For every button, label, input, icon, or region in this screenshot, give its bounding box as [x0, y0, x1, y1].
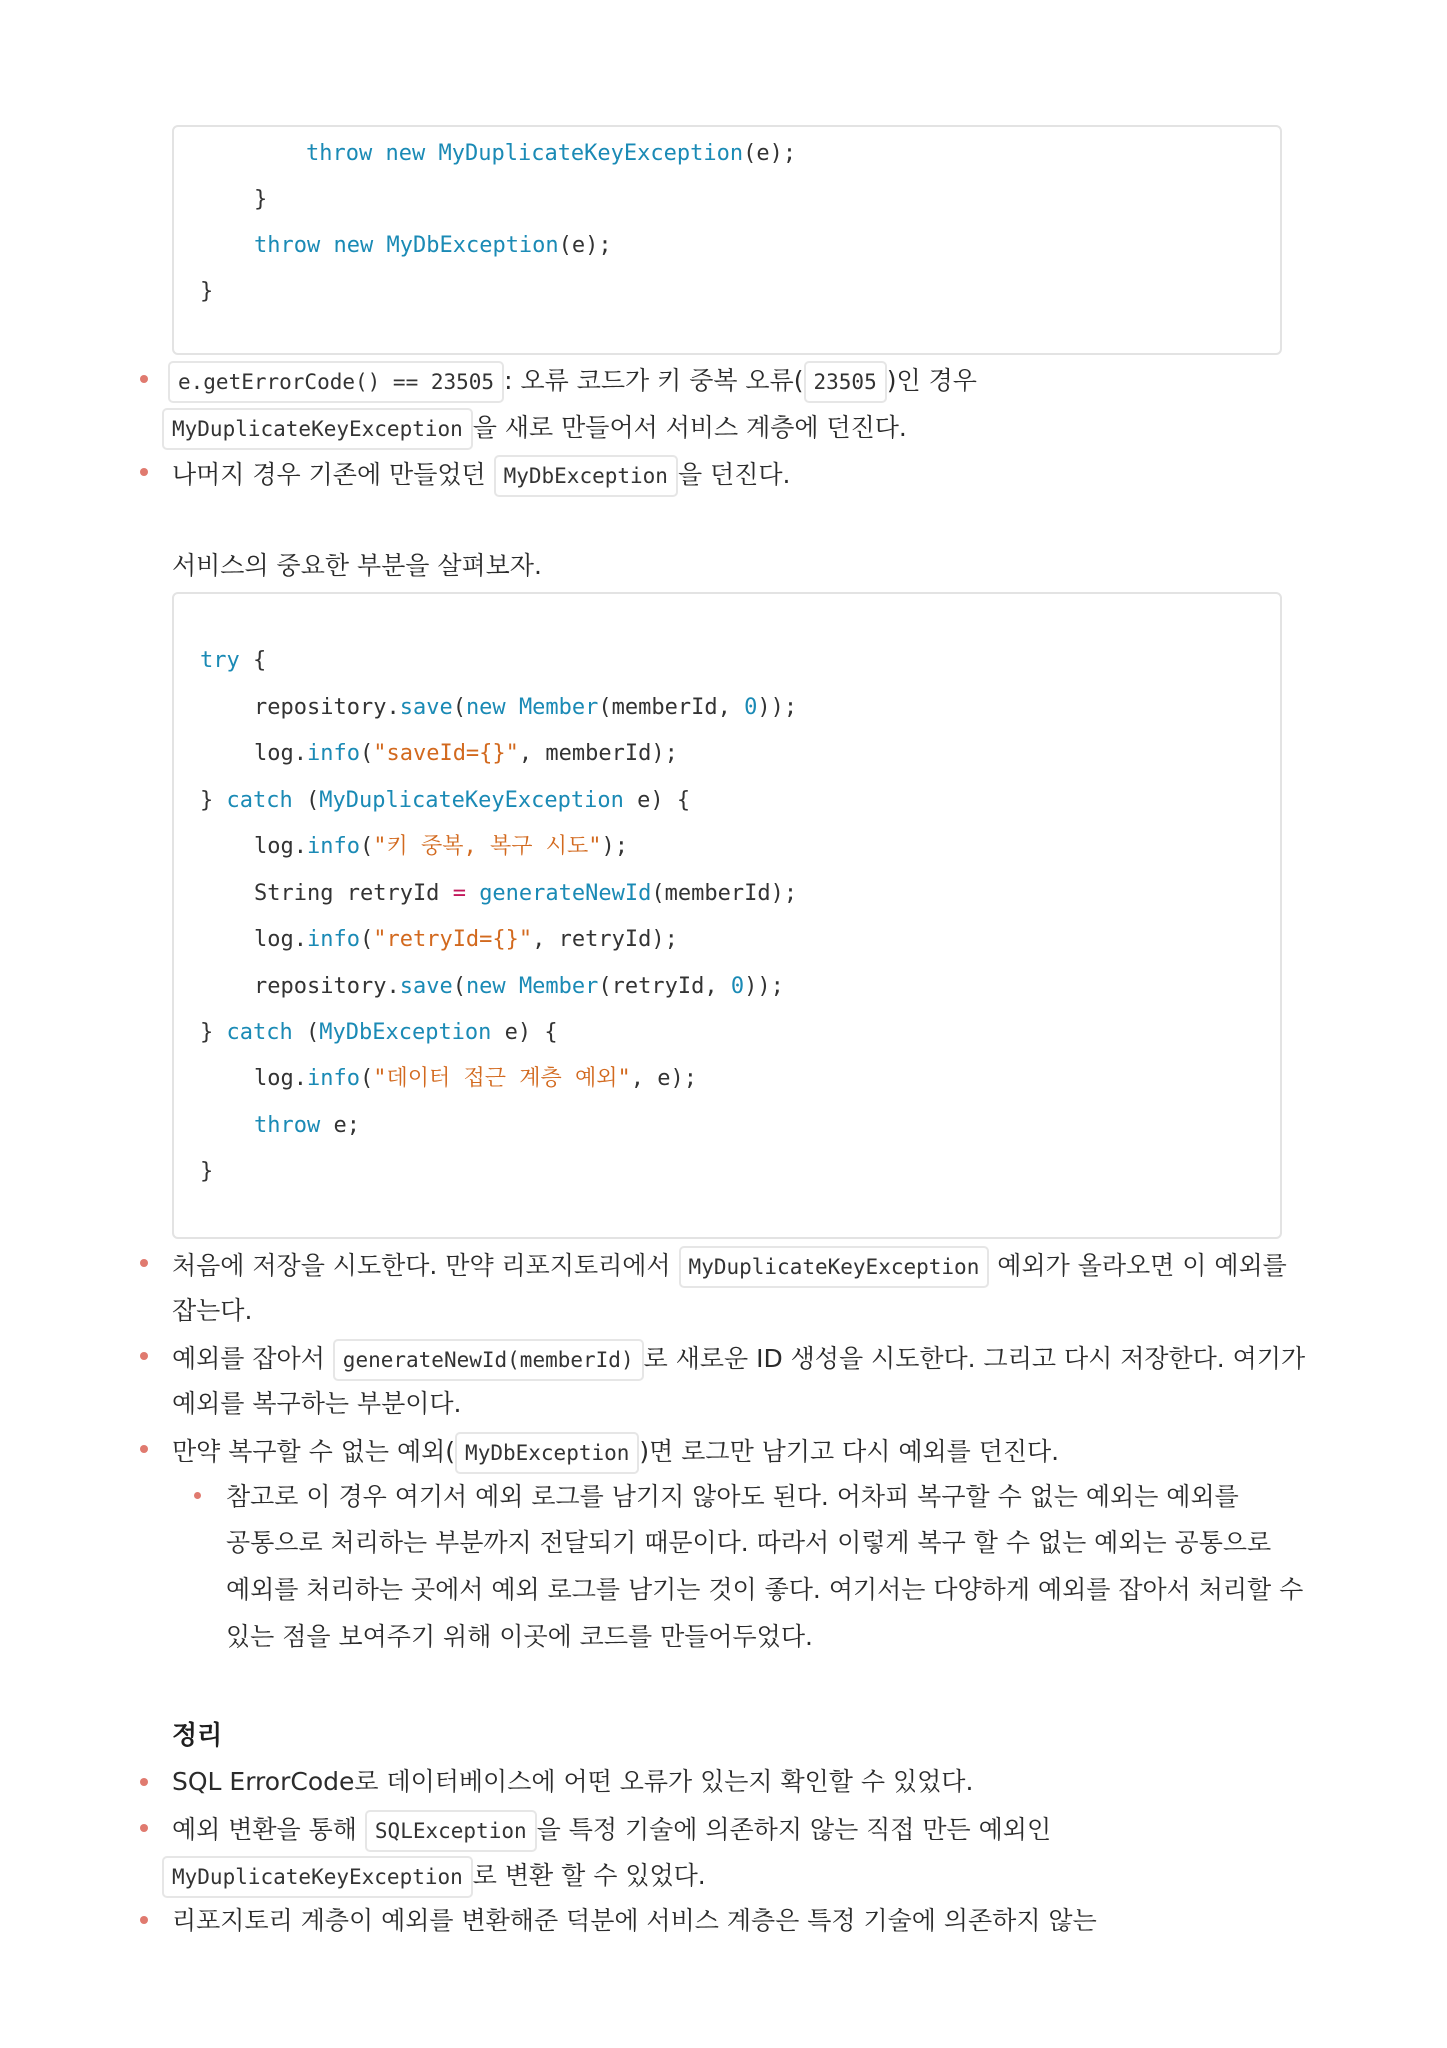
bullet-marker: [140, 1916, 148, 1924]
code-token: (memberId,: [598, 695, 745, 720]
code-token: String retryId: [254, 881, 453, 906]
code-token: }: [254, 187, 268, 212]
bullet-marker: [140, 1352, 148, 1360]
code-token: log.: [254, 927, 307, 952]
code-token: [320, 233, 333, 258]
bullet-text: 예외 변환을 통해 SQLException 을 특정 기술에 의존하지 않는 직접 만든 예외인: [172, 1810, 1051, 1852]
code-token: repository.: [254, 695, 400, 720]
inline-code: MyDbException: [455, 1432, 639, 1474]
code-token: [466, 881, 479, 906]
code-token: log.: [254, 741, 307, 766]
code-token: (: [359, 741, 374, 766]
inline-code: generateNewId(memberId): [333, 1339, 644, 1381]
code-block-1: [172, 125, 1282, 355]
code-line: [306, 139, 796, 169]
code-token: MyDbException: [386, 233, 559, 258]
code-line: [254, 185, 267, 215]
code-token: }: [200, 1159, 214, 1184]
code-token: save: [399, 695, 453, 720]
sub-bullet-text: 공통으로 처리하는 부분까지 전달되기 때문이다. 따라서 이렇게 복구 할 수 없는 예외는 공통으로: [226, 1528, 1272, 1557]
code-line: [200, 786, 690, 816]
code-token: log.: [254, 1066, 307, 1091]
code-token: e;: [320, 1113, 360, 1138]
bullet-text: 만약 복구할 수 없는 예외( MyDbException )면 로그만 남기고 다시 예외를 던진다.: [172, 1432, 1059, 1474]
sub-bullet-text: 있는 점을 보여주기 위해 이곳에 코드를 만들어두었다.: [226, 1622, 813, 1651]
inline-code: MyDuplicateKeyException: [162, 408, 473, 450]
code-token: =: [452, 881, 466, 906]
code-token: new: [465, 695, 506, 720]
code-token: info: [306, 741, 360, 766]
code-token: (: [359, 834, 374, 859]
sub-bullet-marker: [194, 1492, 201, 1499]
code-token: , retryId);: [532, 927, 678, 952]
code-line: [254, 693, 797, 723]
code-token: catch: [226, 1020, 293, 1045]
code-token: (memberId);: [651, 881, 798, 906]
code-token: (: [359, 927, 374, 952]
code-token: MyDuplicateKeyException: [319, 788, 624, 813]
bullet-marker: [140, 1824, 148, 1832]
code-token: "데이터 접근 계층 예외": [373, 1066, 631, 1091]
code-line: [254, 925, 678, 955]
code-token: }: [200, 788, 227, 813]
code-token: generateNewId: [479, 881, 652, 906]
bullet-marker: [140, 1445, 148, 1453]
code-line: [254, 832, 628, 862]
code-token: "retryId={}": [373, 927, 533, 952]
code-token: , memberId);: [518, 741, 678, 766]
bullet-text: 리포지토리 계층이 예외를 변환해준 덕분에 서비스 계층은 특정 기술에 의존하지 않는: [172, 1906, 1097, 1935]
code-token: (: [452, 974, 466, 999]
code-token: [372, 141, 385, 166]
code-token: "saveId={}": [373, 741, 519, 766]
code-token: 0: [730, 974, 745, 999]
code-token: new: [465, 974, 506, 999]
code-line: [254, 972, 784, 1002]
code-token: info: [306, 927, 360, 952]
bullet-text: 나머지 경우 기존에 만들었던 MyDbException 을 던진다.: [172, 455, 790, 497]
code-line: [254, 879, 797, 909]
code-token: }: [200, 279, 214, 304]
code-token: MyDuplicateKeyException: [438, 141, 744, 166]
inline-code: MyDbException: [494, 455, 678, 497]
bullet-text-continued: MyDuplicateKeyException 로 변환 할 수 있었다.: [162, 1856, 706, 1898]
bullet-text: 예외를 잡아서 generateNewId(memberId) 로 새로운 ID 생성을 시도한다. 그리고 다시 저장한다. 여기가: [172, 1339, 1305, 1381]
code-token: (: [359, 1066, 374, 1091]
code-token: (e);: [558, 233, 612, 258]
bullet-marker: [140, 1778, 148, 1786]
code-token: Member: [518, 695, 599, 720]
code-token: MyDbException: [319, 1020, 492, 1045]
code-line: [200, 277, 213, 307]
code-token: (e);: [743, 141, 797, 166]
paragraph: 서비스의 중요한 부분을 살펴보자.: [172, 551, 542, 580]
inline-code: 23505: [804, 361, 887, 403]
bullet-text: SQL ErrorCode로 데이터베이스에 어떤 오류가 있는지 확인할 수 있었다.: [172, 1767, 974, 1796]
code-token: [373, 233, 386, 258]
bullet-marker: [140, 468, 148, 476]
code-line: [254, 1064, 697, 1094]
code-token: ));: [757, 695, 798, 720]
code-token: log.: [254, 834, 307, 859]
code-token: "키 중복, 복구 시도": [373, 834, 602, 859]
code-token: throw: [254, 233, 321, 258]
code-line: [200, 1018, 558, 1048]
code-token: (: [292, 788, 320, 813]
code-token: 0: [744, 695, 758, 720]
code-token: [506, 974, 519, 999]
bullet-text-continued: 예외를 복구하는 부분이다.: [172, 1389, 462, 1418]
code-token: repository.: [254, 974, 400, 999]
inline-code: MyDuplicateKeyException: [679, 1246, 990, 1288]
section-heading: 정리: [172, 1721, 223, 1751]
code-token: [425, 141, 438, 166]
code-token: Member: [518, 974, 599, 999]
bullet-text: e.getErrorCode() == 23505 : 오류 코드가 키 중복 오류( 23505 )인 경우: [168, 361, 977, 403]
code-token: ));: [744, 974, 784, 999]
code-token: {: [239, 648, 267, 673]
bullet-text-continued: 잡는다.: [172, 1296, 253, 1325]
code-token: save: [399, 974, 453, 999]
code-line: [254, 739, 678, 769]
bullet-marker: [140, 375, 148, 383]
code-token: throw: [306, 141, 373, 166]
code-token: , e);: [630, 1066, 697, 1091]
code-token: info: [306, 1066, 360, 1091]
code-token: );: [601, 834, 628, 859]
code-token: e) {: [491, 1020, 558, 1045]
inline-code: SQLException: [365, 1810, 537, 1852]
code-token: info: [306, 834, 360, 859]
bullet-text: 처음에 저장을 시도한다. 만약 리포지토리에서 MyDuplicateKeyException 예외가 올라오면 이 예외를: [172, 1246, 1287, 1288]
inline-code: MyDuplicateKeyException: [162, 1856, 473, 1898]
sub-bullet-text: 예외를 처리하는 곳에서 예외 로그를 남기는 것이 좋다. 여기서는 다양하게 예외를 잡아서 처리할 수: [226, 1575, 1304, 1604]
code-line: [254, 1111, 360, 1141]
code-token: try: [200, 648, 240, 673]
code-token: e) {: [623, 788, 691, 813]
code-token: catch: [226, 788, 293, 813]
code-token: (: [292, 1020, 320, 1045]
code-line: [200, 1157, 213, 1187]
code-token: new: [333, 233, 374, 258]
code-token: throw: [254, 1113, 321, 1138]
code-token: }: [200, 1020, 227, 1045]
sub-bullet-text: 참고로 이 경우 여기서 예외 로그를 남기지 않아도 된다. 어차피 복구할 수 없는 예외는 예외를: [226, 1482, 1239, 1511]
bullet-text-continued: MyDuplicateKeyException 을 새로 만들어서 서비스 계층에 던진다.: [162, 408, 907, 450]
code-line: [254, 231, 612, 261]
code-token: (retryId,: [598, 974, 731, 999]
code-block-2: [172, 592, 1282, 1239]
code-token: [506, 695, 519, 720]
inline-code: e.getErrorCode() == 23505: [168, 361, 504, 403]
code-token: new: [385, 141, 426, 166]
code-line: [200, 646, 266, 676]
bullet-marker: [140, 1259, 148, 1267]
code-token: (: [452, 695, 466, 720]
